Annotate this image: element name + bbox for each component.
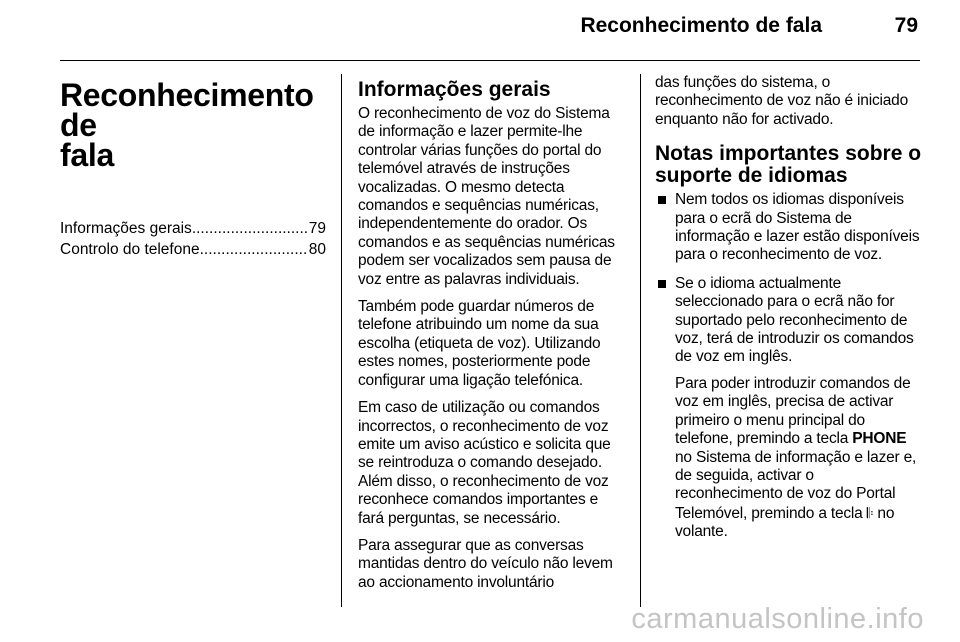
list-item — [655, 275, 923, 542]
language-notes-list — [655, 191, 923, 541]
chapter-column — [60, 74, 326, 260]
toc-entry-general[interactable] — [60, 218, 326, 239]
phone-key-label: PHONE — [852, 430, 907, 448]
chapter-title — [60, 77, 326, 173]
square-bullet-icon — [658, 280, 666, 288]
general-info-paragraph-4: Para assegurar que as conversas mantidas dentro do veículo não levem ao accionamento involuntário — [358, 536, 613, 591]
toc-entry-page: 80 — [308, 241, 326, 258]
general-info-paragraph-2: Também pode guardar números de telefone atribuindo um nome da sua escolha (etiqueta de voz). Utilizando estes nomes, posteriormente pode configurar uma ligação telefónica. — [358, 298, 601, 389]
bullet-text-part: no Sistema de informação e lazer e, de seguida, activar o reconhecimento de voz do Portal Telemóvel, premindo a tecla — [675, 448, 917, 522]
bullet-text-continued — [675, 375, 923, 542]
toc-entry-phone-control[interactable] — [60, 239, 326, 260]
general-info-column — [358, 74, 624, 601]
general-info-heading: Informações gerais — [358, 78, 551, 101]
voice-command-key-icon: 𝄆 — [866, 504, 874, 521]
bullet-text: Nem todos os idiomas disponíveis para o ecrã do Sistema de informação e lazer estão disponíveis para o reconhecimento de voz. — [675, 191, 920, 264]
toc-leader-dots — [192, 218, 308, 239]
page-number: 79 — [894, 14, 918, 37]
list-item — [655, 191, 923, 265]
general-info-paragraph-3: Em caso de utilização ou comandos incorrectos, o reconhecimento de voz emite um aviso acústico e solicita que se reintroduza o comando desejado. Além disso, o reconhecimento de voz reconhece comandos importantes e fará perguntas, se necessário. — [358, 399, 611, 527]
running-header-title: Reconhecimento de fala — [580, 14, 822, 37]
bullet-text: Se o idioma actualmente seleccionado para o ecrã não for suportado pelo reconhecimento de voz, terá de introduzir os comandos de voz em inglês. — [675, 274, 914, 366]
table-of-contents — [60, 218, 326, 260]
language-notes-column — [655, 74, 923, 552]
toc-entry-label: Informações gerais — [60, 220, 192, 237]
general-info-paragraph-1: O reconhecimento de voz do Sistema de informação e lazer permite-lhe controlar várias funções do portal do telemóvel através de instruções vocalizadas. O mesmo detecta comandos e sequências numéricas, independentemente do orador. Os comandos e as sequências numéricas podem ser vocalizados sem pausa de voz entre as palavras individuais. — [358, 105, 615, 288]
square-bullet-icon — [658, 196, 666, 204]
toc-leader-dots — [200, 239, 308, 260]
toc-entry-page: 79 — [308, 220, 326, 237]
toc-entry-label: Controlo do telefone — [60, 241, 200, 258]
bullet-text-part: Para poder introduzir comandos de voz em inglês, precisa de activar primeiro o menu principal do telefone, premindo a tecla — [675, 374, 911, 448]
general-info-paragraph-4-continued: das funções do sistema, o reconhecimento de voz não é iniciado enquanto não for activado. — [655, 74, 909, 128]
chapter-title-line1: Reconhecimento de — [60, 77, 314, 143]
chapter-title-line2: fala — [60, 137, 114, 173]
language-notes-heading: Notas importantes sobre o suporte de idiomas — [655, 142, 922, 188]
header-divider — [60, 60, 920, 61]
watermark: carmanualsonline.info — [631, 603, 924, 635]
column-divider-1 — [341, 74, 342, 607]
bullet-text-part: no volante. — [675, 504, 895, 541]
column-divider-2 — [640, 74, 641, 607]
